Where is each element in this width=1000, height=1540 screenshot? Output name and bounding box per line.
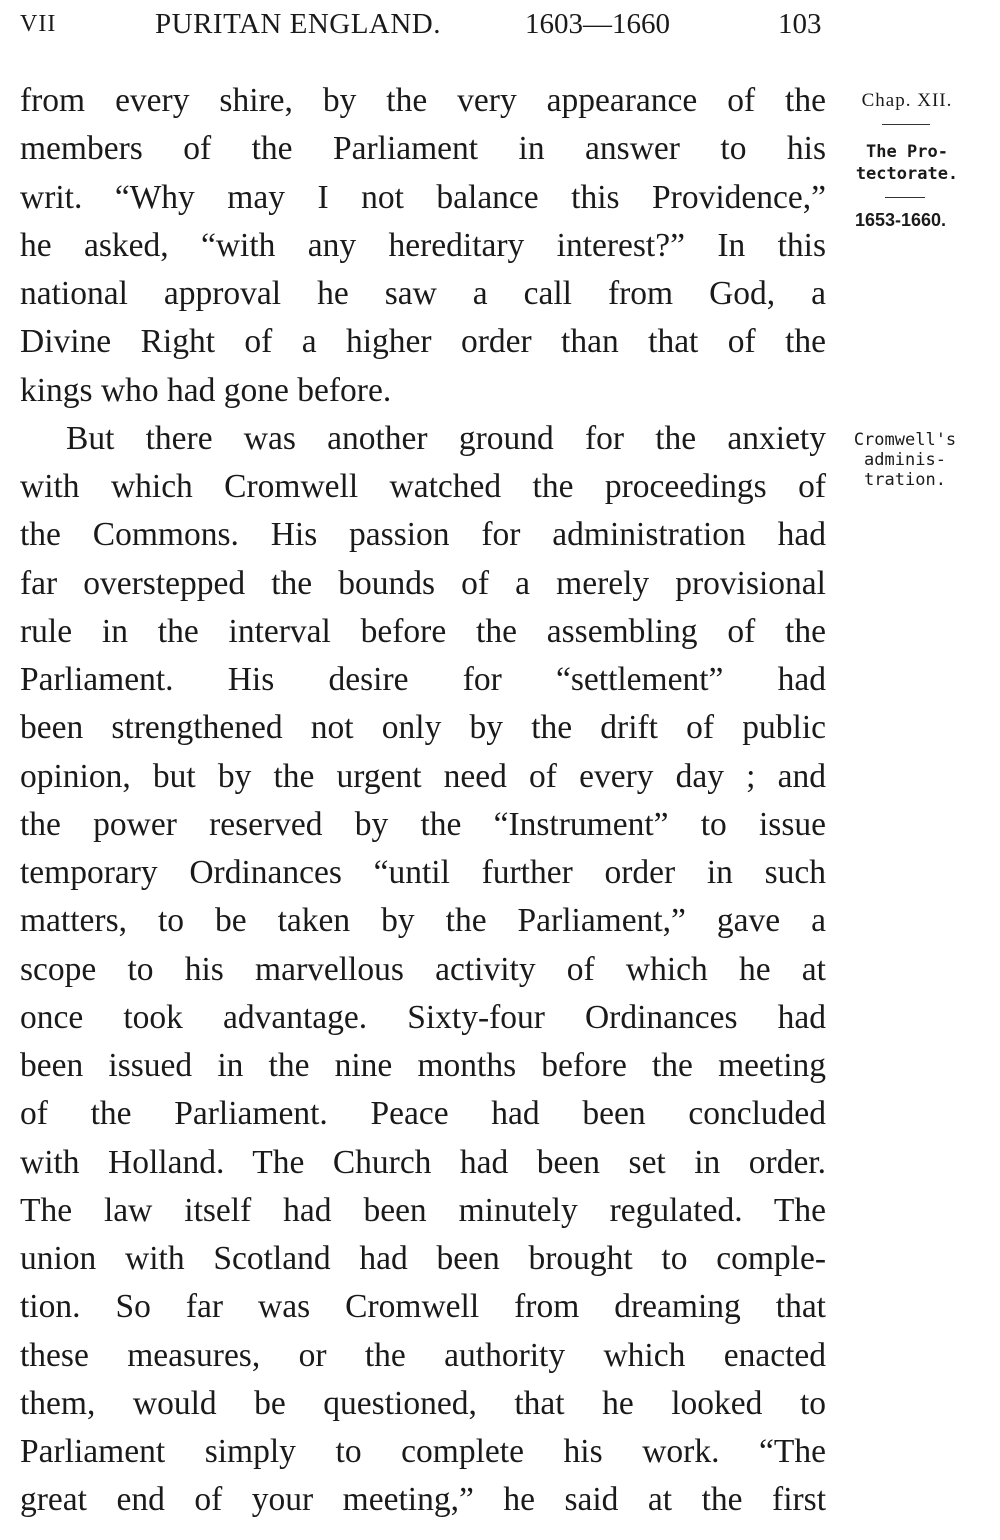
text-line: great end of your meeting,” he said at the first [20, 1481, 826, 1519]
text-line: them, would be questioned, that he looked to [20, 1384, 826, 1422]
text-line: with which Cromwell watched the proceedings of [20, 468, 826, 505]
section-number: VII [20, 11, 57, 37]
text-line: been issued in the nine months before the meeting [20, 1047, 826, 1084]
margin-rule [882, 124, 930, 125]
text-line: members of the Parliament in answer to his [20, 130, 826, 168]
margin-note-admin-line: tration. [864, 470, 946, 490]
margin-note-topic-line: The Pro- [866, 142, 948, 162]
text-line: temporary Ordinances “until further order in such [20, 854, 826, 891]
margin-note-years: 1653-1660. [854, 210, 947, 230]
text-line: of the Parliament. Peace had been concluded [20, 1095, 826, 1133]
text-line: writ. “Why may I not balance this Providence,” [20, 178, 826, 216]
text-line: union with Scotland had been brought to comple- [20, 1240, 826, 1277]
running-title: PURITAN ENGLAND. [155, 8, 441, 40]
text-line: opinion, but by the urgent need of every day ; and [20, 757, 826, 795]
page-number: 103 [778, 8, 822, 40]
text-line: tion. So far was Cromwell from dreaming that [20, 1288, 826, 1326]
text-line: the power reserved by the “Instrument” to issue [20, 805, 826, 843]
text-line: with Holland. The Church had been set in order. [20, 1143, 826, 1181]
text-line: Parliament. His desire for “settlement” had [20, 661, 826, 698]
text-line: Parliament simply to complete his work. “The [20, 1433, 826, 1470]
text-line: rule in the interval before the assembling of the [20, 612, 826, 650]
text-line: he asked, “with any hereditary interest?” In this [20, 226, 826, 264]
margin-note-chapter: Chap. XII. [861, 90, 953, 111]
text-line: the Commons. His passion for administration had [20, 516, 826, 554]
text-line: The law itself had been minutely regulated. The [20, 1191, 826, 1229]
margin-rule [885, 197, 925, 198]
text-line: from every shire, by the very appearance of the [20, 82, 826, 119]
text-line: these measures, or the authority which enacted [20, 1336, 826, 1374]
margin-note-administration [840, 430, 970, 490]
text-line: once took advantage. Sixty-four Ordinances had [20, 998, 826, 1036]
text-line: far overstepped the bounds of a merely provisional [20, 564, 826, 602]
margin-note-topic-line: tectorate. [855, 164, 959, 184]
margin-note-topic [838, 141, 976, 185]
text-line: matters, to be taken by the Parliament,” gave a [20, 902, 826, 940]
running-dates: 1603—1660 [525, 8, 670, 40]
body-text [20, 77, 826, 1525]
text-line: But there was another ground for the anxiety [66, 419, 826, 457]
text-line: national approval he saw a call from God, a [20, 275, 826, 312]
text-line: kings who had gone before. [20, 371, 392, 409]
margin-note-admin-line: adminis- [864, 450, 946, 470]
margin-note-admin-line: Cromwell's [853, 430, 957, 450]
running-header [0, 4, 1000, 44]
text-line: scope to his marvellous activity of which he at [20, 950, 826, 988]
text-line: been strengthened not only by the drift of public [20, 709, 826, 747]
text-line: Divine Right of a higher order than that of the [20, 323, 826, 361]
